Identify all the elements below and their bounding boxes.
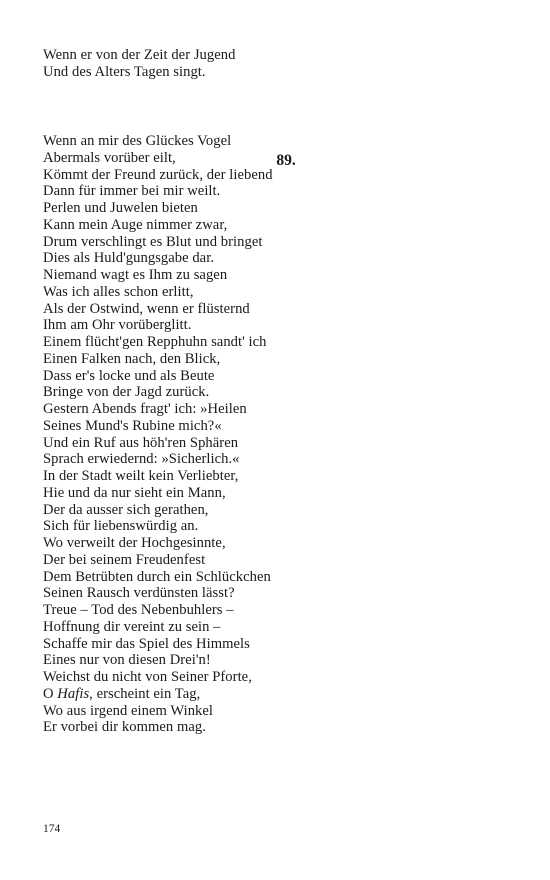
verse-line: Treue – Tod des Nebenbuhlers – [43, 602, 234, 618]
poem-body [43, 133, 273, 736]
verse-line: Als der Ostwind, wenn er flüsternd [43, 300, 250, 317]
verse-line-hafis [43, 686, 273, 703]
verse-line: Kann mein Auge nimmer zwar, [43, 216, 228, 233]
verse-line: Abermals vorüber eilt, [43, 149, 176, 166]
verse-line: Seinen Rausch verdünsten lässt? [43, 585, 235, 602]
verse-line: Und ein Ruf aus höh'ren Sphären [43, 434, 239, 451]
verse-line: Gestern Abends fragt' ich: »Heilen [43, 401, 247, 417]
verse-line: Hoffnung dir vereint zu sein – [43, 618, 221, 635]
verse-line: Wo verweilt der Hochgesinnte, [43, 535, 226, 551]
verse-line: Einen Falken nach, den Blick, [43, 350, 221, 367]
verse-line: Dass er's locke und als Beute [43, 367, 215, 384]
verse-line: Wenn er von der Zeit der Jugend [43, 47, 236, 63]
poet-name: Hafis [57, 685, 90, 702]
verse-line: Was ich alles schon erlitt, [43, 283, 194, 300]
verse-line: Der bei seinem Freudenfest [43, 551, 206, 568]
verse-line: Und des Alters Tagen singt. [43, 63, 206, 80]
verse-line: Hie und da nur sieht ein Mann, [43, 484, 226, 501]
verse-line: Wenn an mir des Glückes Vogel [43, 133, 232, 149]
verse-line: Seines Mund's Rubine mich?« [43, 417, 222, 434]
verse-line: Einem flücht'gen Repphuhn sandt' ich [43, 334, 267, 350]
verse-line: Niemand wagt es Ihm zu sagen [43, 267, 228, 283]
verse-line: Dem Betrübten durch ein Schlückchen [43, 568, 271, 585]
verse-line: Sich für liebenswürdig an. [43, 518, 199, 535]
verse-line: Der da ausser sich gerathen, [43, 501, 209, 518]
verse-line: Bringe von der Jagd zurück. [43, 384, 210, 401]
verse-line: Wo aus irgend einem Winkel [43, 702, 214, 719]
verse-line: Dann für immer bei mir weilt. [43, 183, 221, 200]
verse-fragment: , erscheint ein Tag, [89, 685, 201, 702]
verse-line: Perlen und Juwelen bieten [43, 200, 198, 216]
verse-line: Er vorbei dir kommen mag. [43, 719, 206, 736]
verse-line: Eines nur von diesen Drei'n! [43, 652, 211, 669]
verse-line: Ihm am Ohr vorüberglitt. [43, 317, 192, 334]
verse-line: Dies als Huld'gungsgabe dar. [43, 250, 215, 267]
verse-line: Drum verschlingt es Blut und bringet [43, 233, 263, 250]
verse-line: Schaffe mir das Spiel des Himmels [43, 635, 250, 652]
poem-number: 89. [276, 152, 296, 169]
previous-poem-ending [43, 47, 235, 81]
page-number: 174 [43, 823, 61, 835]
verse-line: Sprach erwiedernd: »Sicherlich.« [43, 451, 240, 468]
verse-line: Kömmt der Freund zurück, der liebend [43, 166, 273, 183]
verse-fragment: O [43, 685, 58, 702]
verse-line: Weichst du nicht von Seiner Pforte, [43, 669, 252, 685]
verse-line: In der Stadt weilt kein Verliebter, [43, 468, 239, 484]
